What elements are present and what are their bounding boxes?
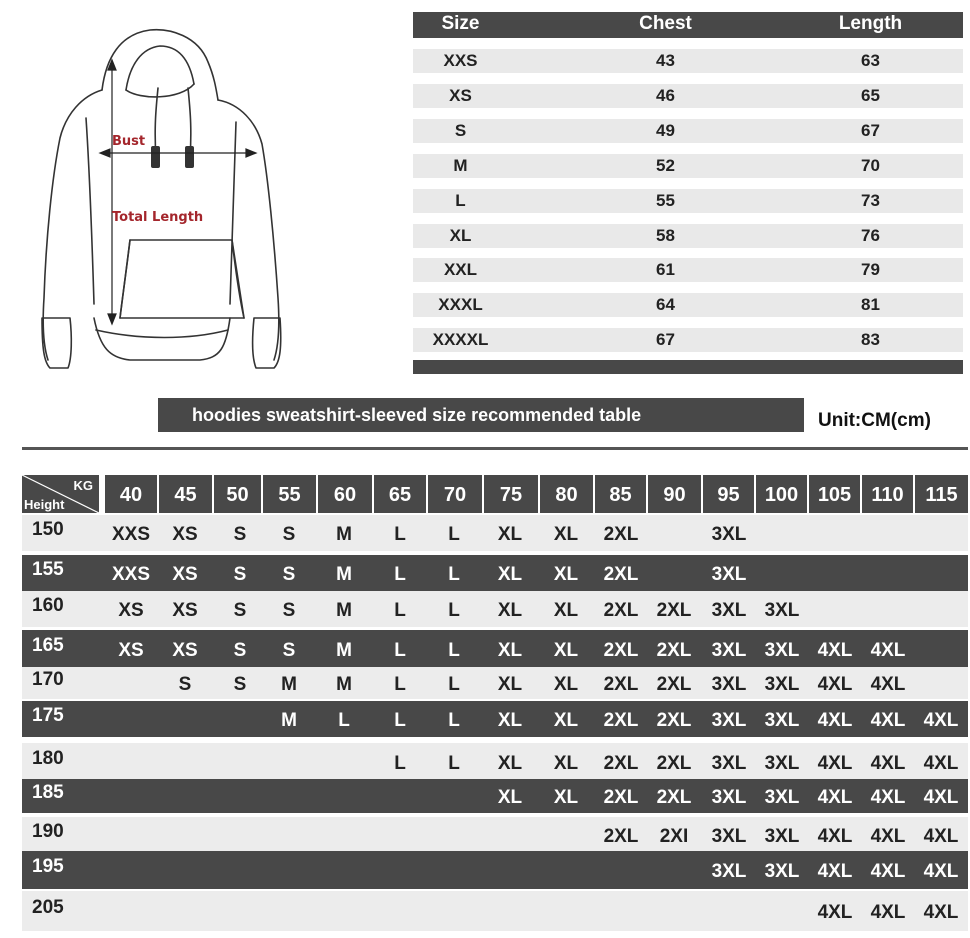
size-recommend-cell: L — [448, 640, 460, 661]
chest-cell: 52 — [656, 156, 675, 175]
size-recommend-cell: S — [178, 674, 192, 695]
size-recommend-cell: S — [233, 564, 247, 585]
size-recommend-cell: 4XL — [817, 674, 853, 695]
size-recommend-cell: 4XL — [870, 674, 906, 695]
size-recommend-cell: 2XL — [603, 753, 639, 774]
recommend-row — [22, 851, 968, 889]
size-recommend-cell: 2XL — [603, 564, 639, 585]
size-recommend-cell: L — [448, 710, 460, 731]
size-table-row — [413, 119, 963, 143]
size-recommend-cell: 4XL — [923, 826, 959, 847]
kg-label: KG — [73, 478, 93, 493]
size-recommend-cell: 4XL — [870, 787, 906, 808]
chest-header: Chest — [639, 13, 692, 34]
size-recommend-cell: L — [448, 674, 460, 695]
length-cell: 65 — [861, 86, 880, 105]
size-recommend-cell: 2XL — [656, 753, 692, 774]
size-recommend-cell: 3XL — [711, 861, 747, 882]
size-recommend-cell: 2XL — [603, 826, 639, 847]
size-recommend-cell: 3XL — [764, 787, 800, 808]
size-table-row — [413, 293, 963, 317]
size-table-row — [413, 328, 963, 352]
size-recommend-cell: M — [336, 600, 352, 621]
weight-header-cell: 105 — [809, 475, 860, 513]
size-recommend-cell: XXS — [111, 524, 151, 545]
recommend-row — [22, 779, 968, 813]
weight-header-cell: 70 — [428, 475, 482, 513]
size-recommend-cell: 4XL — [923, 787, 959, 808]
size-recommend-cell: XL — [497, 710, 523, 731]
chest-cell: 58 — [656, 226, 675, 245]
recommend-row — [22, 630, 968, 667]
size-recommend-cell: 4XL — [923, 861, 959, 882]
size-recommend-cell: M — [336, 524, 352, 545]
chest-cell: 46 — [656, 86, 675, 105]
size-recommend-cell: XS — [118, 600, 144, 621]
size-recommend-cell: L — [394, 753, 406, 774]
size-recommend-cell: 3XL — [764, 674, 800, 695]
size-table-row — [413, 154, 963, 178]
size-recommend-cell: XL — [497, 640, 523, 661]
weight-header-cell: 100 — [756, 475, 807, 513]
size-table-row — [413, 258, 963, 282]
size-cell: S — [454, 121, 467, 140]
weight-header-cell: 85 — [595, 475, 646, 513]
recommend-row — [22, 743, 968, 781]
size-recommend-cell: XL — [497, 564, 523, 585]
size-cell: XXS — [443, 51, 478, 70]
size-recommend-cell: L — [394, 524, 406, 545]
weight-header-cell: 80 — [540, 475, 593, 513]
recommend-table — [22, 475, 968, 931]
height-cell: 155 — [32, 559, 64, 580]
size-recommend-cell: L — [448, 600, 460, 621]
size-recommend-cell: 2XL — [656, 600, 692, 621]
size-recommend-cell: 3XL — [711, 753, 747, 774]
size-recommend-cell: 4XL — [817, 753, 853, 774]
height-cell: 160 — [32, 595, 64, 616]
size-recommend-cell: 2XI — [659, 826, 689, 847]
recommend-row — [22, 701, 968, 737]
size-recommend-cell: L — [448, 564, 460, 585]
size-recommend-cell: 4XL — [817, 902, 853, 923]
unit-label: Unit:CM(cm) — [818, 410, 931, 431]
size-recommend-cell: XS — [118, 640, 144, 661]
size-recommend-cell: M — [336, 674, 352, 695]
corner-header — [22, 475, 99, 513]
recommend-row — [22, 667, 968, 699]
size-table-row — [413, 224, 963, 248]
banner-text: hoodies sweatshirt-sleeved size recommended table — [192, 405, 642, 425]
size-recommend-cell: L — [394, 640, 406, 661]
size-recommend-cell: 2XL — [603, 524, 639, 545]
size-recommend-cell: 4XL — [870, 902, 906, 923]
size-recommend-cell: 3XL — [711, 564, 747, 585]
size-recommend-cell: 4XL — [870, 861, 906, 882]
size-recommend-cell: 4XL — [817, 826, 853, 847]
size-recommend-cell: L — [394, 674, 406, 695]
size-recommend-cell: 4XL — [817, 640, 853, 661]
size-recommend-cell: 4XL — [817, 861, 853, 882]
size-recommend-cell: 3XL — [764, 710, 800, 731]
size-recommend-cell: M — [336, 564, 352, 585]
length-cell: 81 — [861, 295, 880, 314]
recommend-row — [22, 891, 968, 931]
weight-header-cell: 115 — [915, 475, 968, 513]
weight-header-cell: 40 — [105, 475, 157, 513]
size-cell: XL — [449, 226, 472, 245]
size-recommend-cell: S — [233, 524, 247, 545]
chest-cell: 49 — [656, 121, 675, 140]
size-recommend-cell: 3XL — [711, 524, 747, 545]
chest-cell: 67 — [656, 330, 675, 349]
size-recommend-cell: S — [282, 600, 296, 621]
length-cell: 70 — [861, 156, 880, 175]
size-recommend-cell: M — [281, 674, 297, 695]
size-cell: L — [455, 191, 466, 210]
length-cell: 83 — [861, 330, 880, 349]
size-recommend-cell: 3XL — [711, 787, 747, 808]
size-recommend-cell: 3XL — [764, 861, 800, 882]
size-recommend-cell: XL — [553, 600, 579, 621]
size-table-header — [413, 12, 963, 38]
size-recommend-cell: 2XL — [603, 640, 639, 661]
height-cell: 205 — [32, 897, 64, 918]
recommend-row — [22, 591, 968, 627]
size-recommend-cell: 3XL — [711, 710, 747, 731]
chest-cell: 64 — [656, 295, 675, 314]
size-recommend-cell: XL — [553, 564, 579, 585]
size-recommend-cell: L — [394, 710, 406, 731]
size-recommend-cell: 2XL — [656, 787, 692, 808]
size-recommend-cell: S — [233, 640, 247, 661]
size-recommend-cell: 2XL — [656, 674, 692, 695]
chest-cell: 61 — [656, 260, 675, 279]
size-recommend-cell: L — [448, 753, 460, 774]
height-cell: 185 — [32, 782, 64, 803]
size-recommend-cell: 2XL — [656, 640, 692, 661]
size-recommend-cell: L — [394, 564, 406, 585]
size-recommend-cell: 3XL — [764, 753, 800, 774]
size-recommend-cell: 4XL — [923, 753, 959, 774]
size-recommend-cell: L — [338, 710, 350, 731]
size-recommend-cell: XL — [497, 787, 523, 808]
length-cell: 76 — [861, 226, 880, 245]
weight-header-cell: 45 — [159, 475, 212, 513]
chest-cell: 55 — [656, 191, 675, 210]
size-table-footer-bar — [413, 360, 963, 374]
size-cell: XS — [449, 86, 472, 105]
size-recommend-cell: 4XL — [817, 710, 853, 731]
height-label: Height — [24, 497, 65, 512]
size-recommend-cell: S — [233, 600, 247, 621]
height-cell: 150 — [32, 519, 64, 540]
size-recommend-cell: 4XL — [870, 710, 906, 731]
length-cell: 63 — [861, 51, 880, 70]
size-recommend-cell: XS — [172, 524, 198, 545]
size-recommend-cell: XL — [553, 710, 579, 731]
size-recommend-cell: XL — [497, 753, 523, 774]
height-cell: 165 — [32, 635, 64, 656]
height-cell: 170 — [32, 669, 64, 690]
size-recommend-cell: XS — [172, 564, 198, 585]
size-recommend-cell: S — [233, 674, 247, 695]
size-recommend-cell: XL — [497, 524, 523, 545]
hoodie-diagram — [30, 18, 350, 378]
size-recommend-cell: 3XL — [764, 826, 800, 847]
size-recommend-cell: XS — [172, 600, 198, 621]
length-cell: 67 — [861, 121, 880, 140]
recommend-row — [22, 817, 968, 853]
size-table-row — [413, 84, 963, 108]
size-cell: M — [453, 156, 468, 175]
size-recommend-cell: 4XL — [870, 753, 906, 774]
size-recommend-cell: 4XL — [817, 787, 853, 808]
size-recommend-cell: M — [336, 640, 352, 661]
length-cell: 79 — [861, 260, 880, 279]
size-recommend-cell: 3XL — [711, 600, 747, 621]
size-recommend-cell: 2XL — [603, 787, 639, 808]
recommend-row — [22, 515, 968, 551]
size-recommend-cell: S — [282, 640, 296, 661]
size-table-row — [413, 49, 963, 73]
divider — [22, 447, 968, 450]
recommend-row — [22, 555, 968, 591]
size-recommend-cell: XL — [497, 600, 523, 621]
weight-header-cell: 65 — [374, 475, 426, 513]
size-recommend-cell: XL — [553, 524, 579, 545]
size-recommend-cell: L — [394, 600, 406, 621]
size-recommend-cell: 3XL — [711, 826, 747, 847]
weight-header-cell: 110 — [862, 475, 913, 513]
size-recommend-cell: XL — [553, 787, 579, 808]
size-header: Size — [441, 13, 480, 34]
bust-label: Bust — [112, 134, 146, 149]
size-cell: XXXXL — [432, 330, 489, 349]
size-recommend-cell: 4XL — [923, 902, 959, 923]
weight-header-cell: 60 — [318, 475, 372, 513]
chest-cell: 43 — [656, 51, 675, 70]
height-cell: 190 — [32, 821, 64, 842]
size-recommend-cell: 3XL — [764, 600, 800, 621]
size-cell: XXL — [443, 260, 478, 279]
size-recommend-cell: XL — [553, 640, 579, 661]
size-recommend-cell: 4XL — [870, 826, 906, 847]
size-cell: XXXL — [438, 295, 483, 314]
size-table-row — [413, 189, 963, 213]
size-recommend-cell: S — [282, 524, 296, 545]
size-table — [413, 12, 963, 377]
size-recommend-cell: M — [281, 710, 297, 731]
size-recommend-cell: XL — [497, 674, 523, 695]
length-cell: 73 — [861, 191, 880, 210]
weight-header-cell: 55 — [263, 475, 316, 513]
size-recommend-cell: XS — [172, 640, 198, 661]
weight-header-cell: 90 — [648, 475, 701, 513]
height-cell: 195 — [32, 856, 64, 877]
length-header: Length — [838, 13, 903, 34]
size-recommend-cell: XL — [553, 753, 579, 774]
height-cell: 180 — [32, 748, 64, 769]
size-recommend-cell: 4XL — [923, 710, 959, 731]
size-recommend-cell: 2XL — [656, 710, 692, 731]
size-recommend-cell: 2XL — [603, 600, 639, 621]
size-recommend-cell: 3XL — [711, 640, 747, 661]
size-recommend-cell: 3XL — [764, 640, 800, 661]
size-recommend-cell: S — [282, 564, 296, 585]
weight-header-cell: 50 — [214, 475, 261, 513]
total-length-label: Total Length — [112, 210, 204, 225]
recommend-banner — [158, 398, 804, 432]
size-recommend-cell: XXS — [111, 564, 151, 585]
height-cell: 175 — [32, 705, 64, 726]
size-recommend-cell: 4XL — [870, 640, 906, 661]
weight-header-cell: 75 — [484, 475, 538, 513]
size-recommend-cell: L — [448, 524, 460, 545]
size-recommend-cell: XL — [553, 674, 579, 695]
weight-header-cell: 95 — [703, 475, 754, 513]
size-recommend-cell: 2XL — [603, 674, 639, 695]
size-recommend-cell: 3XL — [711, 674, 747, 695]
size-recommend-cell: 2XL — [603, 710, 639, 731]
